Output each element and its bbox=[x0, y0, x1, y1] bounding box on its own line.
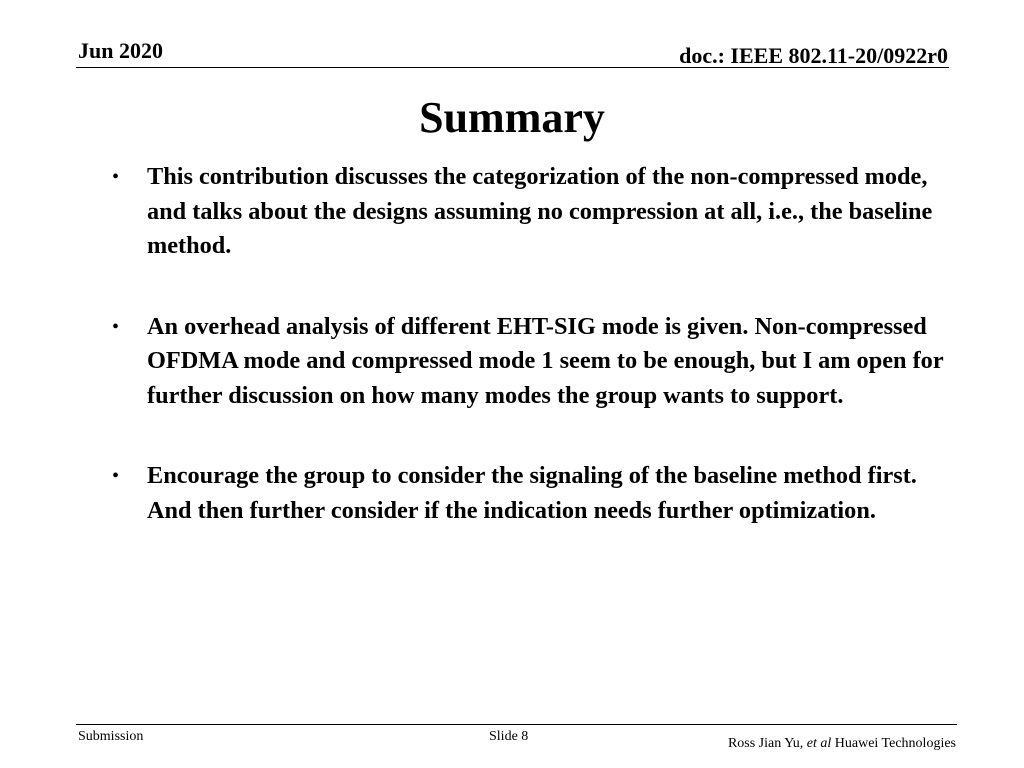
footer-author-name: Ross Jian Yu, bbox=[727, 736, 804, 751]
footer-slide-number: Slide 8 bbox=[489, 729, 529, 744]
footer-divider bbox=[76, 724, 957, 725]
bullet-marker: • bbox=[112, 315, 120, 338]
bullet-list bbox=[112, 160, 952, 574]
bullet-item bbox=[112, 459, 952, 528]
footer-organization: Huawei Technologies bbox=[834, 736, 956, 751]
bullet-text: Encourage the group to consider the signaling of the baseline method first. And then further consider if the indication needs further optimization. bbox=[147, 462, 917, 524]
bullet-text: This contribution discusses the categorization of the non-compressed mode, and talks about the designs assuming no compression at all, i.e., the baseline method. bbox=[147, 163, 933, 259]
header-date: Jun 2020 bbox=[78, 38, 163, 63]
footer-submission: Submission bbox=[78, 729, 144, 744]
bullet-marker: • bbox=[112, 166, 120, 188]
bullet-text: An overhead analysis of different EHT-SIG mode is given. Non-compressed OFDMA mode and compressed mode 1 seem to be enough, but I am open for further discussion on how many modes the group wants to support. bbox=[147, 312, 944, 409]
bullet-marker: • bbox=[112, 465, 120, 487]
bullet-item bbox=[112, 310, 952, 414]
bullet-item bbox=[112, 160, 952, 264]
header-doc-id: doc.: IEEE 802.11-20/0922r0 bbox=[679, 43, 948, 68]
footer-et-al: et al bbox=[806, 736, 832, 751]
header-divider bbox=[76, 67, 949, 68]
footer-author bbox=[728, 735, 956, 753]
slide-title: Summary bbox=[419, 93, 605, 142]
